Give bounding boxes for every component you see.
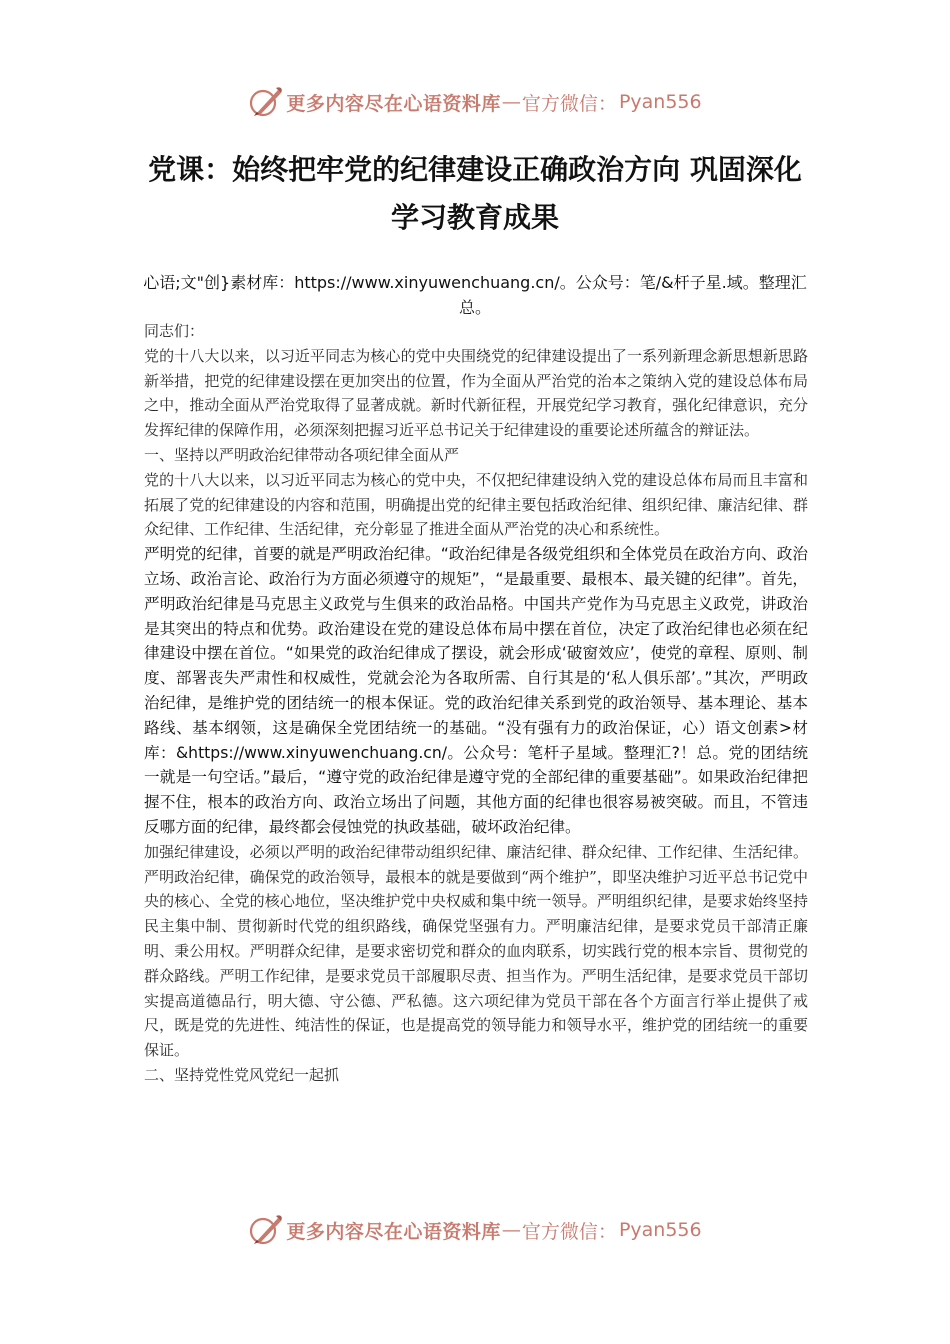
quill-pen-logo-icon bbox=[248, 84, 284, 120]
banner-contact-label: 官方微信： bbox=[521, 1220, 617, 1243]
banner-separator: — bbox=[501, 1219, 521, 1241]
banner-separator: — bbox=[501, 91, 521, 113]
banner-contact-label: 官方微信： bbox=[521, 92, 617, 115]
section-heading-1: 一、坚持以严明政治纪律带动各项纪律全面从严 bbox=[144, 445, 460, 464]
body-paragraph-political-discipline: 严明党的纪律，首要的就是严明政治纪律。“政治纪律是各级党组织和全体党员在政治方向、政治立场、政治言论、政治行为方面必须遵守的规矩”，“是最重要、最根本、最关键的纪律”。首先，严明政治纪律是马克思主义政党与生俱来的政治品格。中国共产党作为马克思主义政党，讲政治是其突出的特点和优势。政治建设在党的建设总体布局中摆在首位，决定了政治纪律也必须在纪律建设中摆在首位。“如果党的政治纪律成了摆设，就会形成‘破窗效应’，使党的章程、原则、制度、部署丧失严肃性和权威性，党就会沦为各取所需、自行其是的‘私人俱乐部’。”其次，严明政治纪律，是维护党的团结统一的根本保证。党的政治纪律关系到党的政治领导、基本理论、基本路线、基本纲领，这是确保全党团结统一的基础。“没有强有力的政治保证，心）语文创素>材库：&https://www.xinyuwenchuang.cn/。公众号：笔杆子星域。整理汇?！总。党的团结统一就是一句空话。”最后，“遵守党的政治纪律是遵守党的全部纪律的重要基础”。如果政治纪律把握不住，根本的政治方向、政治立场出了问题，其他方面的纪律也很容易被突破。而且，不管违反哪方面的纪律，最终都会侵蚀党的执政基础，破坏政治纪律。 bbox=[144, 545, 808, 836]
source-note: 心语;文"创}素材库：https://www.xinyuwenchuang.cn/。公众号：笔/&杆子星.域。整理汇总。 bbox=[143, 273, 807, 317]
banner-text: 更多内容尽在心语资料库 bbox=[286, 92, 501, 115]
banner-text: 更多内容尽在心语资料库 bbox=[286, 1220, 501, 1243]
document-title: 党课：始终把牢党的纪律建设正确政治方向 巩固深化学习教育成果 bbox=[148, 153, 802, 234]
banner-wechat-id: Pyan556 bbox=[618, 1219, 702, 1241]
intro-paragraph: 党的十八大以来，以习近平同志为核心的党中央围绕党的纪律建设提出了一系列新理念新思想新思路新举措，把党的纪律建设摆在更加突出的位置，作为全面从严治党的治本之策纳入党的建设总体布局之中，推动全面从严治党取得了显著成就。新时代新征程，开展党纪学习教育，强化纪律意识，充分发挥纪律的保障作用，必须深刻把握习近平总书记关于纪律建设的重要论述所蕴含的辩证法。 bbox=[144, 346, 808, 440]
body-paragraph-six-disciplines: 加强纪律建设，必须以严明的政治纪律带动组织纪律、廉洁纪律、群众纪律、工作纪律、生活纪律。严明政治纪律，确保党的政治领导，最根本的就是要做到“两个维护”，即坚决维护习近平总书记党中央的核心、全党的核心地位，坚决维护党中央权威和集中统一领导。严明组织纪律，是要求始终坚持民主集中制、贯彻新时代党的组织路线，确保党坚强有力。严明廉洁纪律，是要求党员干部清正廉明、秉公用权。严明群众纪律，是要求密切党和群众的血肉联系，切实践行党的根本宗旨、贯彻党的群众路线。严明工作纪律，是要求党员干部履职尽责、担当作为。严明生活纪律，是要求党员干部切实提高道德品行，明大德、守公德、严私德。这六项纪律为党员干部在各个方面言行举止提供了戒尺，既是党的先进性、纯洁性的保证，也是提高党的领导能力和领导水平，维护党的团结统一的重要保证。 bbox=[144, 842, 808, 1060]
footer-banner bbox=[0, 1208, 950, 1252]
salutation: 同志们： bbox=[144, 322, 205, 340]
document-body bbox=[144, 319, 808, 1088]
quill-pen-logo-icon bbox=[248, 1212, 284, 1248]
banner-wechat-id: Pyan556 bbox=[618, 91, 702, 113]
section-heading-2: 二、坚持党性党风党纪一起抓 bbox=[144, 1065, 340, 1084]
header-banner bbox=[0, 80, 950, 124]
body-paragraph: 党的十八大以来，以习近平同志为核心的党中央，不仅把纪律建设纳入党的建设总体布局而且丰富和拓展了党的纪律建设的内容和范围，明确提出党的纪律主要包括政治纪律、组织纪律、廉洁纪律、群众纪律、工作纪律、生活纪律，充分彰显了推进全面从严治党的决心和系统性。 bbox=[144, 470, 808, 539]
